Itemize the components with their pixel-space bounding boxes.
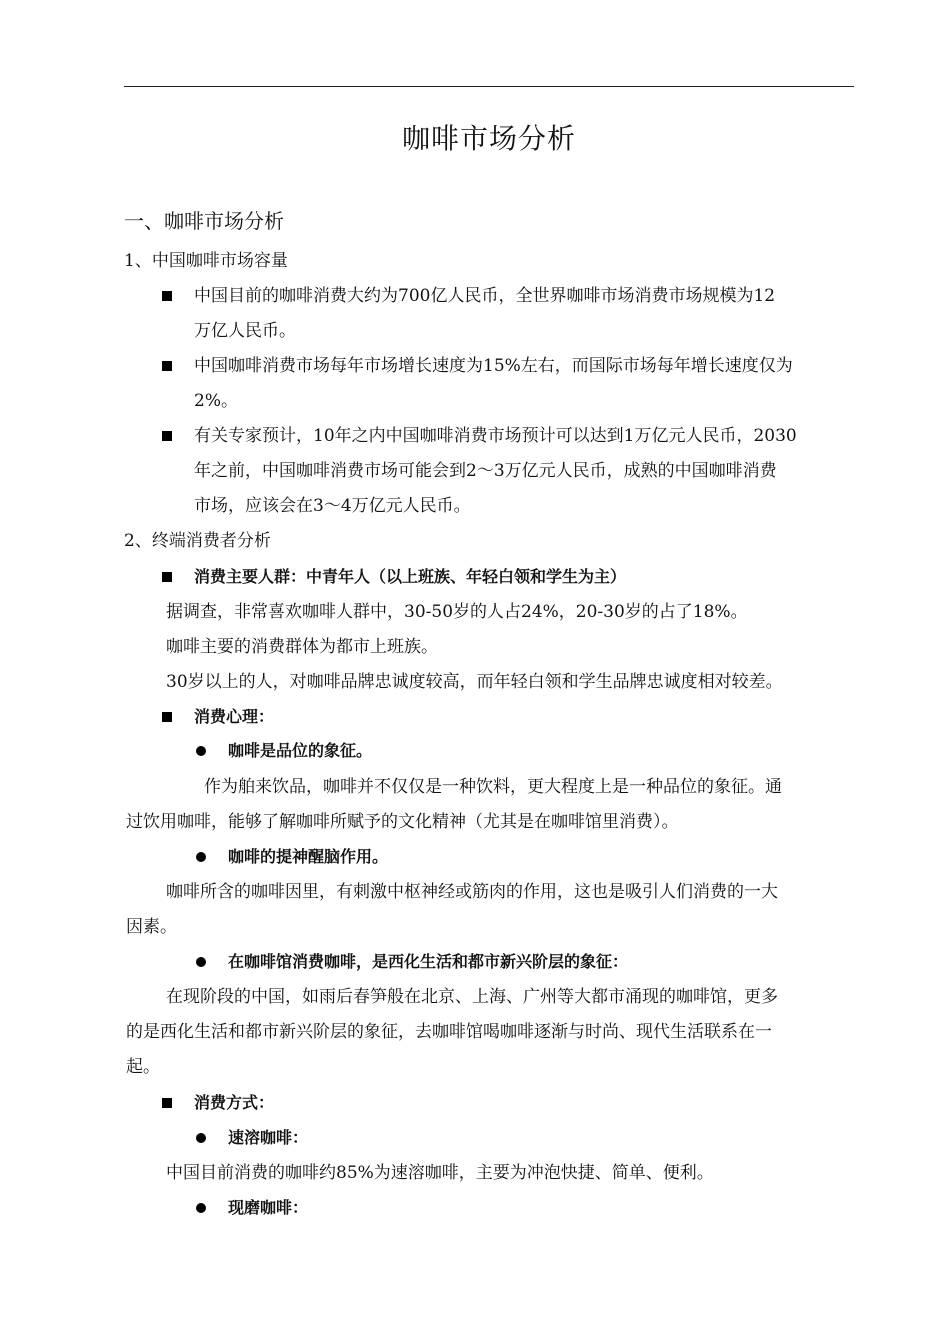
paragraph: 作为舶来饮品，咖啡并不仅仅是一种饮料，更大程度上是一种品位的象征。通	[204, 777, 782, 797]
paragraph: 的是西化生活和都市新兴阶层的象征，去咖啡馆喝咖啡逐渐与时尚、现代生活联系在一	[126, 1022, 772, 1042]
document-title: 咖啡市场分析	[401, 122, 576, 155]
bullet-text: 万亿人民币。	[194, 321, 296, 341]
bullet-heading: 在咖啡馆消费咖啡，是西化生活和都市新兴阶层的象征：	[228, 952, 629, 971]
square-bullet-icon	[162, 572, 172, 582]
paragraph: 30岁以上的人，对咖啡品牌忠诚度较高，而年轻白领和学生品牌忠诚度相对较差。	[166, 672, 783, 692]
square-bullet-icon	[162, 291, 172, 301]
paragraph: 咖啡主要的消费群体为都市上班族。	[166, 637, 438, 657]
subsection-heading: 1、中国咖啡市场容量	[124, 251, 288, 271]
paragraph: 中国目前消费的咖啡约85%为速溶咖啡，主要为冲泡快捷、简单、便利。	[166, 1163, 714, 1183]
round-bullet-icon	[196, 746, 206, 756]
bullet-heading: 现磨咖啡：	[228, 1198, 309, 1217]
bullet-heading: 咖啡的提神醒脑作用。	[228, 847, 389, 866]
bullet-text: 有关专家预计，10年之内中国咖啡消费市场预计可以达到1万亿元人民币，2030	[194, 426, 797, 446]
square-bullet-icon	[162, 1098, 172, 1108]
bullet-heading: 咖啡是品位的象征。	[228, 741, 373, 760]
bullet-heading: 速溶咖啡：	[228, 1128, 309, 1147]
bullet-text: 中国目前的咖啡消费大约为700亿人民币，全世界咖啡市场消费市场规模为12	[194, 286, 776, 306]
round-bullet-icon	[196, 1133, 206, 1143]
bullet-heading: 消费方式：	[194, 1093, 275, 1112]
paragraph: 起。	[126, 1057, 160, 1077]
round-bullet-icon	[196, 957, 206, 967]
square-bullet-icon	[162, 712, 172, 722]
round-bullet-icon	[196, 852, 206, 862]
paragraph: 咖啡所含的咖啡因里，有刺激中枢神经或筋肉的作用，这也是吸引人们消费的一大	[166, 882, 778, 902]
header-rule	[124, 86, 854, 87]
bullet-text: 中国咖啡消费市场每年市场增长速度为15%左右，而国际市场每年增长速度仅为	[194, 356, 793, 376]
bullet-text: 市场，应该会在3～4万亿元人民币。	[194, 496, 471, 516]
bullet-heading: 消费心理：	[194, 707, 275, 726]
square-bullet-icon	[162, 361, 172, 371]
round-bullet-icon	[196, 1203, 206, 1213]
paragraph: 在现阶段的中国，如雨后春笋般在北京、上海、广州等大都市涌现的咖啡馆，更多	[166, 987, 778, 1007]
bullet-text: 年之前，中国咖啡消费市场可能会到2～3万亿元人民币，成熟的中国咖啡消费	[194, 461, 777, 481]
paragraph: 因素。	[126, 917, 177, 937]
bullet-text: 2%。	[194, 391, 238, 411]
paragraph: 过饮用咖啡，能够了解咖啡所赋予的文化精神（尤其是在咖啡馆里消费）。	[126, 812, 679, 832]
subsection-heading: 2、终端消费者分析	[124, 531, 271, 551]
square-bullet-icon	[162, 431, 172, 441]
section-heading: 一、咖啡市场分析	[124, 209, 284, 233]
paragraph: 据调查，非常喜欢咖啡人群中，30-50岁的人占24%，20-30岁的占了18%。	[166, 602, 748, 622]
bullet-heading: 消费主要人群：中青年人（以上班族、年轻白领和学生为主）	[194, 567, 627, 586]
